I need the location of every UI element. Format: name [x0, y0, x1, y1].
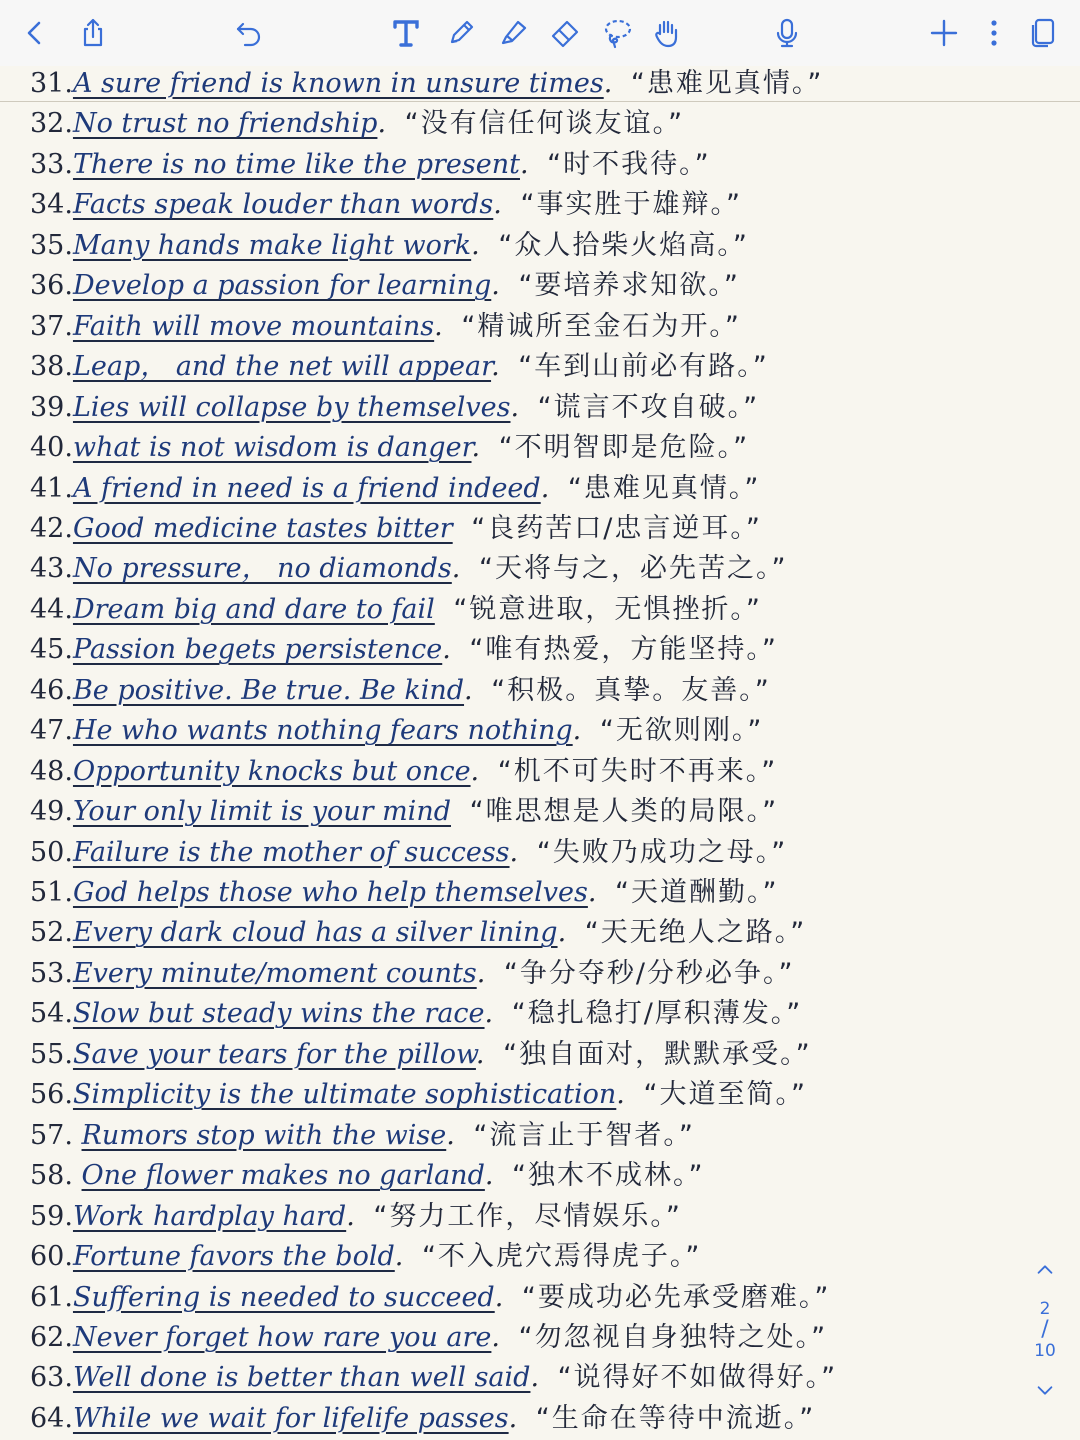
total-pages: 10: [1034, 1341, 1056, 1361]
note-line: [30, 752, 990, 792]
note-number: 62.: [30, 1321, 73, 1353]
note-number: 46.: [30, 674, 73, 706]
note-number: 44.: [30, 593, 73, 625]
separator: .: [471, 229, 489, 261]
english-proverb: Failure is the mother of success: [72, 836, 510, 868]
chinese-translation: “稳扎稳打/厚积薄发。”: [511, 998, 803, 1030]
note-line: [30, 549, 990, 589]
note-number: 51.: [30, 877, 73, 908]
chinese-translation: “唯思想是人类的局限。”: [469, 796, 779, 828]
pen-icon[interactable]: [440, 12, 482, 54]
separator: .: [471, 432, 489, 464]
separator: .: [530, 1362, 548, 1394]
note-line: [30, 1075, 990, 1115]
chinese-translation: “患难见真情。”: [630, 68, 824, 99]
note-line: [30, 1156, 990, 1196]
chinese-translation: “要成功必先承受磨难。”: [521, 1281, 831, 1313]
note-number: 39.: [30, 391, 73, 423]
english-proverb: Slow but steady wins the race: [72, 998, 485, 1030]
separator: .: [557, 917, 575, 949]
note-line: [30, 954, 990, 994]
english-proverb: Leap， and the net will appear: [72, 351, 492, 383]
english-proverb: Suffering is needed to succeed: [72, 1281, 495, 1313]
separator: .: [491, 270, 509, 302]
note-line: [30, 994, 990, 1034]
chinese-translation: “勿忽视自身独特之处。”: [518, 1321, 828, 1353]
chevron-down-icon[interactable]: [1022, 1372, 1068, 1408]
chinese-translation: “事实胜于雄辩。”: [520, 189, 742, 221]
note-number: 35.: [30, 229, 73, 261]
note-line: [30, 1237, 990, 1277]
note-line: [30, 1358, 990, 1398]
chinese-translation: “独自面对，默默承受。”: [503, 1038, 812, 1070]
note-number: 37.: [30, 310, 73, 342]
english-proverb: While we wait for lifelife passes: [72, 1402, 509, 1434]
separator: .: [464, 674, 482, 706]
note-line: [30, 792, 990, 832]
separator: .: [510, 391, 528, 423]
note-number: 57.: [30, 1119, 82, 1151]
chinese-translation: “积极。真挚。友善。”: [491, 674, 771, 706]
chinese-translation: “没有信任何谈友谊。”: [404, 108, 685, 140]
note-line: [30, 1278, 990, 1318]
more-icon[interactable]: [973, 12, 1015, 54]
chinese-translation: “说得好不如做得好。”: [557, 1362, 838, 1394]
separator: .: [484, 998, 502, 1030]
english-proverb: Faith will move mountains: [72, 310, 435, 342]
separator: .: [508, 1402, 526, 1434]
note-number: 56.: [30, 1079, 73, 1111]
separator: .: [442, 634, 460, 666]
lasso-icon[interactable]: [596, 12, 638, 54]
chinese-translation: “流言止于智者。”: [473, 1119, 695, 1151]
note-line: [30, 1197, 990, 1237]
separator: [451, 796, 460, 827]
note-line: [30, 630, 990, 670]
chinese-translation: “众人拾柴火焰高。”: [498, 229, 749, 261]
note-number: 58.: [30, 1160, 82, 1192]
note-line: [30, 185, 990, 225]
note-number: 59.: [30, 1200, 73, 1232]
note-line: [30, 1035, 990, 1075]
note-number: 48.: [30, 755, 73, 787]
note-number: 41.: [30, 472, 73, 504]
note-line: [30, 428, 990, 468]
note-number: 54.: [30, 998, 73, 1030]
chinese-translation: “失败乃成功之母。”: [536, 836, 788, 868]
chinese-translation: “良药苦口/忠言逆耳。”: [471, 512, 762, 544]
english-proverb: A sure friend is known in unsure times: [72, 68, 604, 99]
english-proverb: Facts speak louder than words: [72, 189, 494, 221]
add-icon[interactable]: [923, 12, 965, 54]
separator: .: [394, 1241, 412, 1273]
separator: .: [491, 351, 509, 383]
pages-icon[interactable]: [1022, 12, 1064, 54]
separator: .: [616, 1079, 634, 1111]
note-number: 36.: [30, 270, 73, 302]
note-number: 47.: [30, 715, 73, 747]
english-proverb: Dream big and dare to fail: [72, 593, 435, 625]
chinese-translation: “车到山前必有路。”: [518, 351, 769, 383]
chinese-translation: “无欲则刚。”: [599, 715, 764, 747]
english-proverb: No trust no friendship: [72, 108, 378, 140]
note-number: 33.: [30, 148, 73, 180]
separator: .: [451, 553, 469, 585]
text-tool-icon[interactable]: [385, 12, 427, 54]
english-proverb: Simplicity is the ultimate sophistication: [72, 1079, 617, 1111]
note-line: [30, 590, 990, 630]
separator: .: [475, 1038, 494, 1070]
separator: [453, 513, 462, 544]
separator: .: [493, 189, 511, 221]
note-line: [30, 307, 990, 347]
separator: .: [377, 108, 395, 140]
separator: .: [476, 957, 494, 989]
note-line: [30, 1399, 990, 1439]
note-line: [30, 833, 990, 873]
separator: .: [494, 1281, 512, 1313]
english-proverb: Never forget how rare you are: [72, 1321, 492, 1353]
chinese-translation: “精诚所至金石为开。”: [461, 310, 741, 342]
english-proverb: A friend in need is a friend indeed: [72, 472, 541, 504]
chinese-translation: “锐意进取，无惧挫折。”: [453, 593, 762, 625]
note-line: [30, 226, 990, 266]
english-proverb: Develop a passion for learning: [72, 270, 492, 302]
chinese-translation: “生命在等待中流逝。”: [535, 1402, 816, 1434]
chinese-translation: “大道至简。”: [643, 1079, 807, 1111]
note-number: 64.: [30, 1402, 73, 1434]
page-separator: /: [1041, 1317, 1049, 1342]
separator: .: [434, 310, 452, 342]
separator: .: [346, 1200, 364, 1232]
separator: .: [572, 715, 590, 747]
note-number: 61.: [30, 1281, 73, 1313]
chinese-translation: “要培养求知欲。”: [518, 270, 740, 302]
separator: .: [484, 1160, 503, 1192]
english-proverb: Many hands make light work: [72, 229, 472, 261]
note-number: 32.: [30, 108, 73, 140]
chevron-up-icon[interactable]: [1022, 1252, 1068, 1288]
separator: .: [587, 877, 606, 908]
current-page: 2: [1039, 1299, 1051, 1319]
note-number: 31.: [30, 68, 73, 99]
note-line: [30, 64, 990, 104]
note-number: 38.: [30, 351, 73, 383]
note-line: [30, 347, 990, 387]
chinese-translation: “患难见真情。”: [567, 472, 761, 504]
note-number: 53.: [30, 957, 73, 989]
english-proverb: Good medicine tastes bitter: [72, 512, 453, 544]
english-proverb: Lies will collapse by themselves: [72, 391, 511, 423]
chinese-translation: “时不我待。”: [547, 148, 711, 180]
back-icon[interactable]: [14, 12, 56, 54]
separator: .: [540, 472, 558, 504]
separator: .: [491, 1321, 509, 1353]
english-proverb: Save your tears for the pillow: [72, 1038, 476, 1070]
chinese-translation: “天将与之，必先苦之。”: [478, 553, 788, 585]
share-icon[interactable]: [72, 12, 114, 54]
note-number: 60.: [30, 1241, 73, 1273]
toolbar: [0, 0, 1080, 67]
eraser-icon[interactable]: [544, 12, 586, 54]
note-number: 45.: [30, 634, 73, 666]
highlighter-icon[interactable]: [492, 12, 534, 54]
english-proverb: Your only limit is your mind: [72, 796, 451, 828]
chinese-translation: “不入虎穴焉得虎子。”: [421, 1241, 702, 1273]
note-number: 50.: [30, 836, 73, 868]
chinese-translation: “天道酬勤。”: [615, 877, 779, 908]
note-number: 63.: [30, 1362, 73, 1394]
note-page[interactable]: [0, 66, 1080, 1440]
note-line: [30, 913, 990, 953]
note-line: [30, 469, 990, 509]
chinese-translation: “机不可失时不再来。”: [497, 755, 778, 787]
separator: .: [446, 1119, 464, 1151]
note-line: [30, 104, 990, 144]
english-proverb: Work hardplay hard: [72, 1200, 347, 1232]
english-proverb: Opportunity knocks but once: [72, 755, 471, 787]
english-proverb: Be positive. Be true. Be kind: [72, 674, 465, 706]
chinese-translation: “争分夺秒/分秒必争。”: [503, 957, 795, 989]
separator: .: [470, 755, 488, 787]
english-proverb: Passion begets persistence: [72, 634, 443, 666]
note-number: 42.: [30, 512, 73, 544]
note-line: [30, 509, 990, 549]
note-line: [30, 145, 990, 185]
separator: [435, 594, 444, 625]
note-number: 55.: [30, 1038, 73, 1070]
chinese-translation: “不明智即是危险。”: [498, 432, 750, 464]
english-proverb: One flower makes no garland: [81, 1160, 485, 1192]
microphone-icon[interactable]: [766, 12, 808, 54]
english-proverb: Rumors stop with the wise: [81, 1119, 447, 1151]
page-indicator: [1022, 1252, 1068, 1422]
chinese-translation: “努力工作，尽情娱乐。”: [373, 1200, 682, 1232]
english-proverb: Fortune favors the bold: [72, 1241, 395, 1273]
chinese-translation: “唯有热爱，方能坚持。”: [469, 634, 778, 666]
hand-icon[interactable]: [646, 12, 688, 54]
note-line: [30, 266, 990, 306]
english-proverb: He who wants nothing fears nothing: [72, 715, 573, 747]
note-number: 49.: [30, 796, 73, 828]
english-proverb: Every dark cloud has a silver lining: [72, 917, 558, 949]
chinese-translation: “谎言不攻自破。”: [537, 391, 760, 423]
separator: .: [519, 148, 538, 180]
separator: .: [509, 836, 527, 868]
note-number: 43.: [30, 553, 73, 585]
english-proverb: God helps those who help themselves: [72, 877, 588, 908]
note-line: [30, 388, 990, 428]
undo-icon[interactable]: [228, 12, 270, 54]
english-proverb: Well done is better than well said: [72, 1362, 531, 1394]
note-line: [30, 671, 990, 711]
note-number: 40.: [30, 432, 73, 464]
chinese-translation: “独木不成林。”: [512, 1160, 705, 1192]
english-proverb: There is no time like the present: [72, 148, 520, 180]
note-number: 52.: [30, 917, 73, 949]
note-number: 34.: [30, 189, 73, 221]
chinese-translation: “天无绝人之路。”: [584, 917, 807, 949]
note-line: [30, 1318, 990, 1358]
note-line: [30, 711, 990, 751]
english-proverb: No pressure， no diamonds: [72, 553, 452, 585]
note-line: [30, 873, 990, 913]
separator: .: [603, 68, 621, 99]
english-proverb: Every minute/moment counts: [72, 957, 477, 989]
english-proverb: what is not wisdom is danger: [72, 432, 472, 464]
note-line: [30, 1116, 990, 1156]
